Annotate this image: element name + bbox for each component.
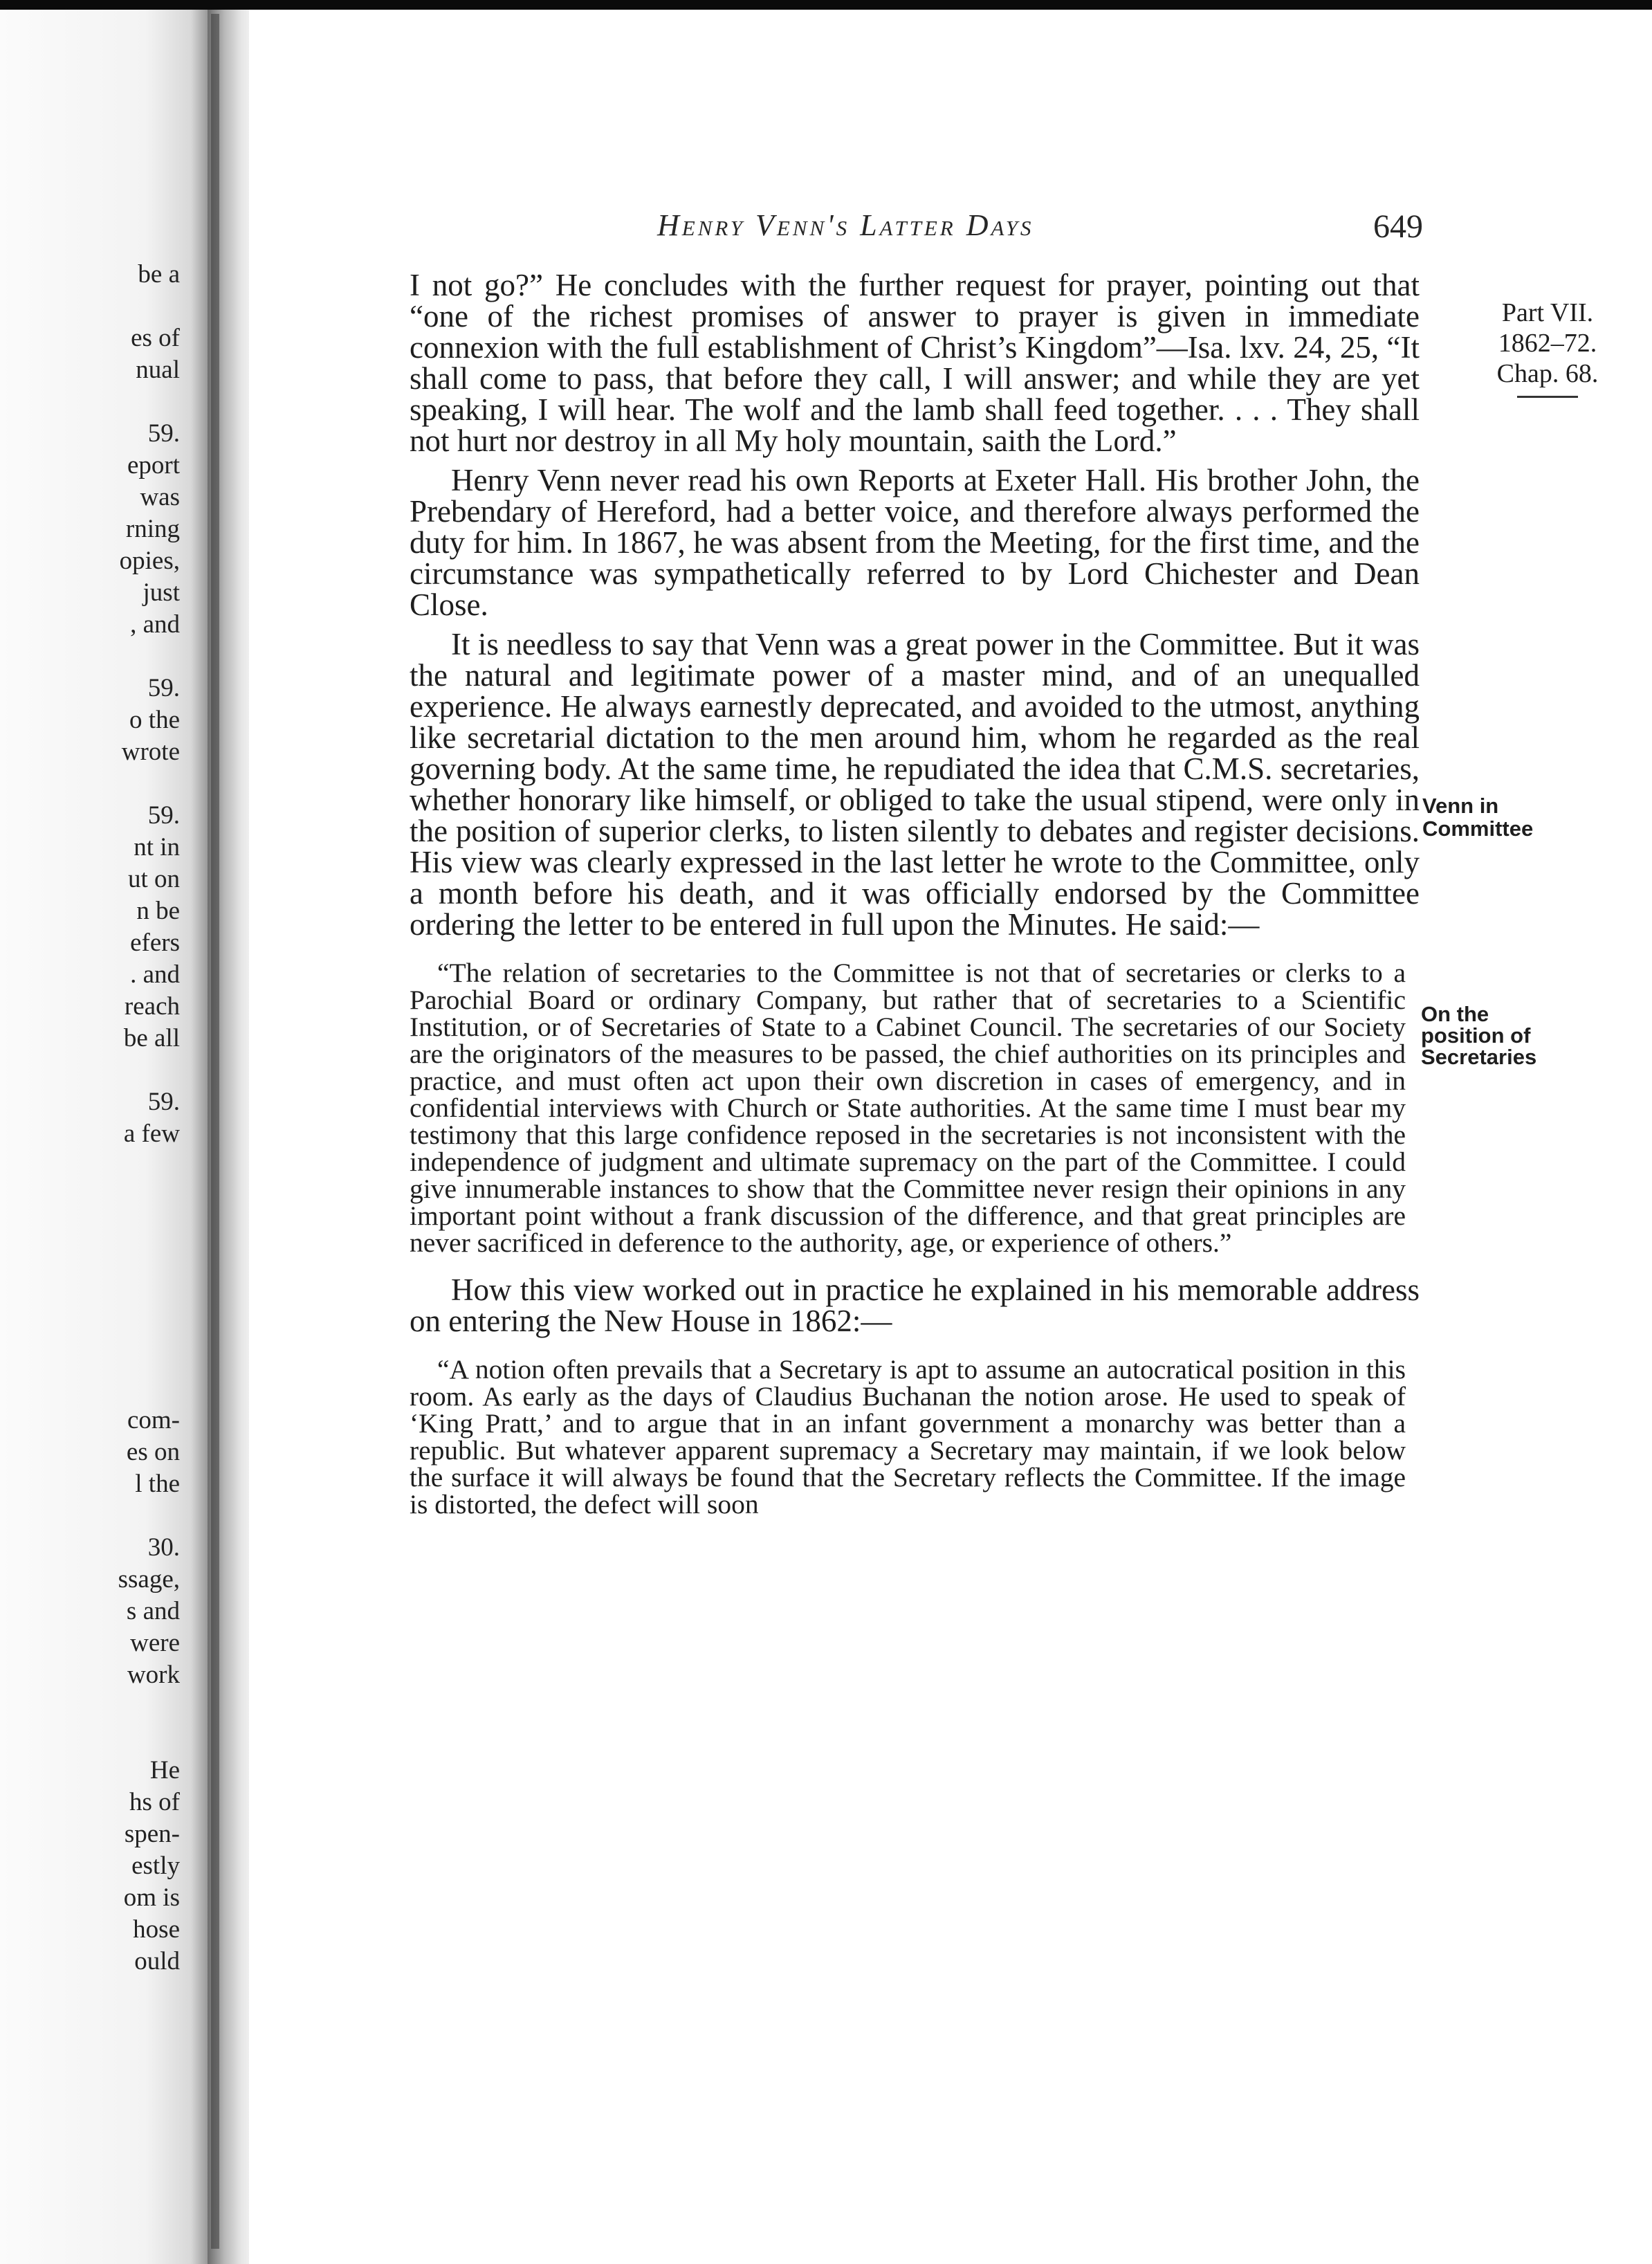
- facing-page-fragment: s and: [126, 1597, 180, 1625]
- facing-page-fragment: [69, 1500, 180, 1532]
- facing-page-fragment: eport: [127, 451, 180, 480]
- facing-page-fragment: [69, 1277, 180, 1309]
- facing-page-fragment: wrote: [121, 738, 180, 766]
- gutter-shadow: [211, 14, 219, 2249]
- paragraph-prayer-request: I not go?” He concludes with the further request for prayer, pointing out that “one of the richest promises of answer to prayer is given in immediate connexion with the full establishment of Christ’s Kingdom”—Isa. lxv. 24, 25, “It shall come to pass, that before they call, I will answer; and while they are yet speaking, I will hear. The wolf and the lamb shall feed together. . . . They shall not hurt nor destroy in all My holy mountain, saith the Lord.”: [410, 268, 1420, 458]
- facing-page-fragment: just: [143, 578, 180, 607]
- facing-page-fragment: [69, 1341, 180, 1373]
- facing-page-fragment: hs of: [129, 1788, 180, 1816]
- facing-page-fragment: [69, 1309, 180, 1341]
- facing-page-fragment: o the: [129, 706, 180, 734]
- facing-page-text-fragments: [69, 259, 180, 1978]
- facing-page-fragment: 30.: [147, 1533, 180, 1562]
- quotation-relation-of-secretaries: “The relation of secretaries to the Committee is not that of secretaries or clerks to a Parochial Board or ordinary Company, but rather that of secretaries to a Scientific Institution, or of Secretaries of State to a Cabinet Council. The secretaries of our Society are the originators of the measures to be passed, the chief authorities on its principles and practice, and must often act upon their own discretion in cases of emergency, and in confidential interviews with Church or State authorities. At the same time I must bear my testimony that this large confidence reposed in the secretaries is not inconsistent with the independence of judgment and ultimate supremacy on the part of the Committee. I could give innumerable instances to show that the Committee never resign their opinions in any important point without a frank discussion of the difference, and that great principles are never sacrificed in deference to the authority, age, or experience of others.”: [410, 958, 1406, 1258]
- facing-page-left: [0, 10, 208, 2264]
- facing-page-fragment: [69, 768, 180, 800]
- facing-page-fragment: [69, 1691, 180, 1723]
- facing-page-fragment: estly: [131, 1852, 180, 1880]
- facing-page-fragment: He: [149, 1756, 180, 1784]
- margin-position-line-3: Secretaries: [1421, 1045, 1537, 1069]
- facing-page-fragment: [69, 1150, 180, 1182]
- facing-page-fragment: opies,: [119, 547, 180, 575]
- margin-venn-line-1: Venn in: [1422, 794, 1499, 818]
- facing-page-fragment: [69, 641, 180, 673]
- facing-page-fragment: [69, 291, 180, 322]
- facing-page-fragment: 59.: [147, 801, 180, 830]
- facing-page-fragment: es on: [126, 1438, 180, 1466]
- facing-page-fragment: . and: [130, 960, 180, 989]
- facing-page-fragment: [69, 386, 180, 418]
- quotation-autocratical-position: “A notion often prevails that a Secretary is apt to assume an autocratical position in this room. As early as the days of Claudius Buchanan the notion arose. He used to speak of ‘King Pratt,’ and to argue that in an infant government a monarchy was better than a republic. But whatever apparent supremacy a Secretary may maintain, if we look below the surface it will always be found that the Secretary reflects the Committee. If the image is distorted, the defect will soon: [410, 1354, 1406, 1519]
- margin-position-line-2: position of: [1421, 1023, 1531, 1048]
- main-text-block: [410, 270, 1420, 1518]
- facing-page-fragment: l the: [135, 1470, 180, 1498]
- paragraph-new-house-address: How this view worked out in practice he explained in his memorable address on entering the New House in 1862:—: [410, 1272, 1420, 1338]
- margin-part-label: Part VII.: [1501, 298, 1594, 327]
- facing-page-fragment: n be: [136, 897, 180, 925]
- facing-page-fragment: spen-: [124, 1820, 180, 1848]
- facing-page-fragment: [69, 1055, 180, 1086]
- margin-note-position-of-secretaries: [1421, 1003, 1536, 1068]
- margin-note-venn-in-committee: [1422, 794, 1533, 840]
- facing-page-fragment: hose: [133, 1915, 180, 1944]
- margin-note-part: [1461, 298, 1634, 398]
- paragraph-exeter-hall: Henry Venn never read his own Reports at Exeter Hall. His brother John, the Prebendary of Hereford, had a better voice, and therefore always performed the duty for him. In 1867, he was absent from the Meeting, for the first time, and the circumstance was sympathetically referred to by Lord Chichester and Dean Close.: [410, 463, 1420, 622]
- facing-page-fragment: ut on: [127, 865, 180, 893]
- paragraph-venn-in-committee: It is needless to say that Venn was a great power in the Committee. But it was the natural and legitimate power of a master mind, and of an unequalled experience. He always earnestly deprecated, and avoided to the utmost, anything like secretarial dictation to the men around him, whom he regarded as the real governing body. At the same time, he repudiated the idea that C.M.S. secretaries, whether honorary like himself, or obliged to take the usual stipend, were only in the position of superior clerks, to listen silently to debates and register decisions. His view was clearly expressed in the last letter he wrote to the Committee, only a month before his death, and it was officially endorsed by the Committee ordering the letter to be entered in full upon the Minutes. He said:—: [410, 627, 1420, 942]
- facing-page-fragment: om is: [123, 1883, 180, 1912]
- margin-chapter-label: Chap. 68.: [1496, 359, 1599, 388]
- facing-page-fragment: [69, 1723, 180, 1755]
- facing-page-fragment: ssage,: [118, 1565, 180, 1594]
- facing-page-fragment: [69, 1182, 180, 1214]
- facing-page-fragment: nt in: [134, 833, 180, 861]
- facing-page-fragment: [69, 1214, 180, 1245]
- facing-page-fragment: ould: [134, 1947, 180, 1975]
- margin-rule: [1517, 396, 1578, 398]
- facing-page-fragment: were: [130, 1629, 180, 1657]
- running-head: Henry Venn's Latter Days: [657, 208, 1034, 242]
- facing-page-fragment: be a: [138, 260, 180, 289]
- facing-page-fragment: was: [140, 483, 180, 511]
- facing-page-fragment: [69, 1245, 180, 1277]
- facing-page-fragment: 59.: [147, 674, 180, 702]
- facing-page-fragment: 59.: [147, 419, 180, 448]
- facing-page-fragment: es of: [131, 324, 180, 352]
- facing-page-fragment: , and: [130, 610, 180, 639]
- facing-page-fragment: be all: [123, 1024, 180, 1052]
- facing-page-fragment: nual: [136, 356, 180, 384]
- page-number: 649: [1373, 208, 1423, 245]
- scan-edge-top: [0, 0, 1652, 10]
- facing-page-fragment: 59.: [147, 1088, 180, 1116]
- facing-page-fragment: [69, 1373, 180, 1405]
- margin-venn-line-2: Committee: [1422, 816, 1534, 841]
- facing-page-fragment: efers: [130, 929, 180, 957]
- margin-years-label: 1862–72.: [1498, 329, 1597, 358]
- facing-page-fragment: rning: [125, 515, 180, 543]
- margin-position-line-1: On the: [1421, 1002, 1489, 1026]
- facing-page-fragment: reach: [124, 992, 180, 1021]
- facing-page-fragment: a few: [123, 1120, 180, 1148]
- facing-page-fragment: com-: [127, 1406, 180, 1434]
- facing-page-fragment: work: [127, 1661, 180, 1689]
